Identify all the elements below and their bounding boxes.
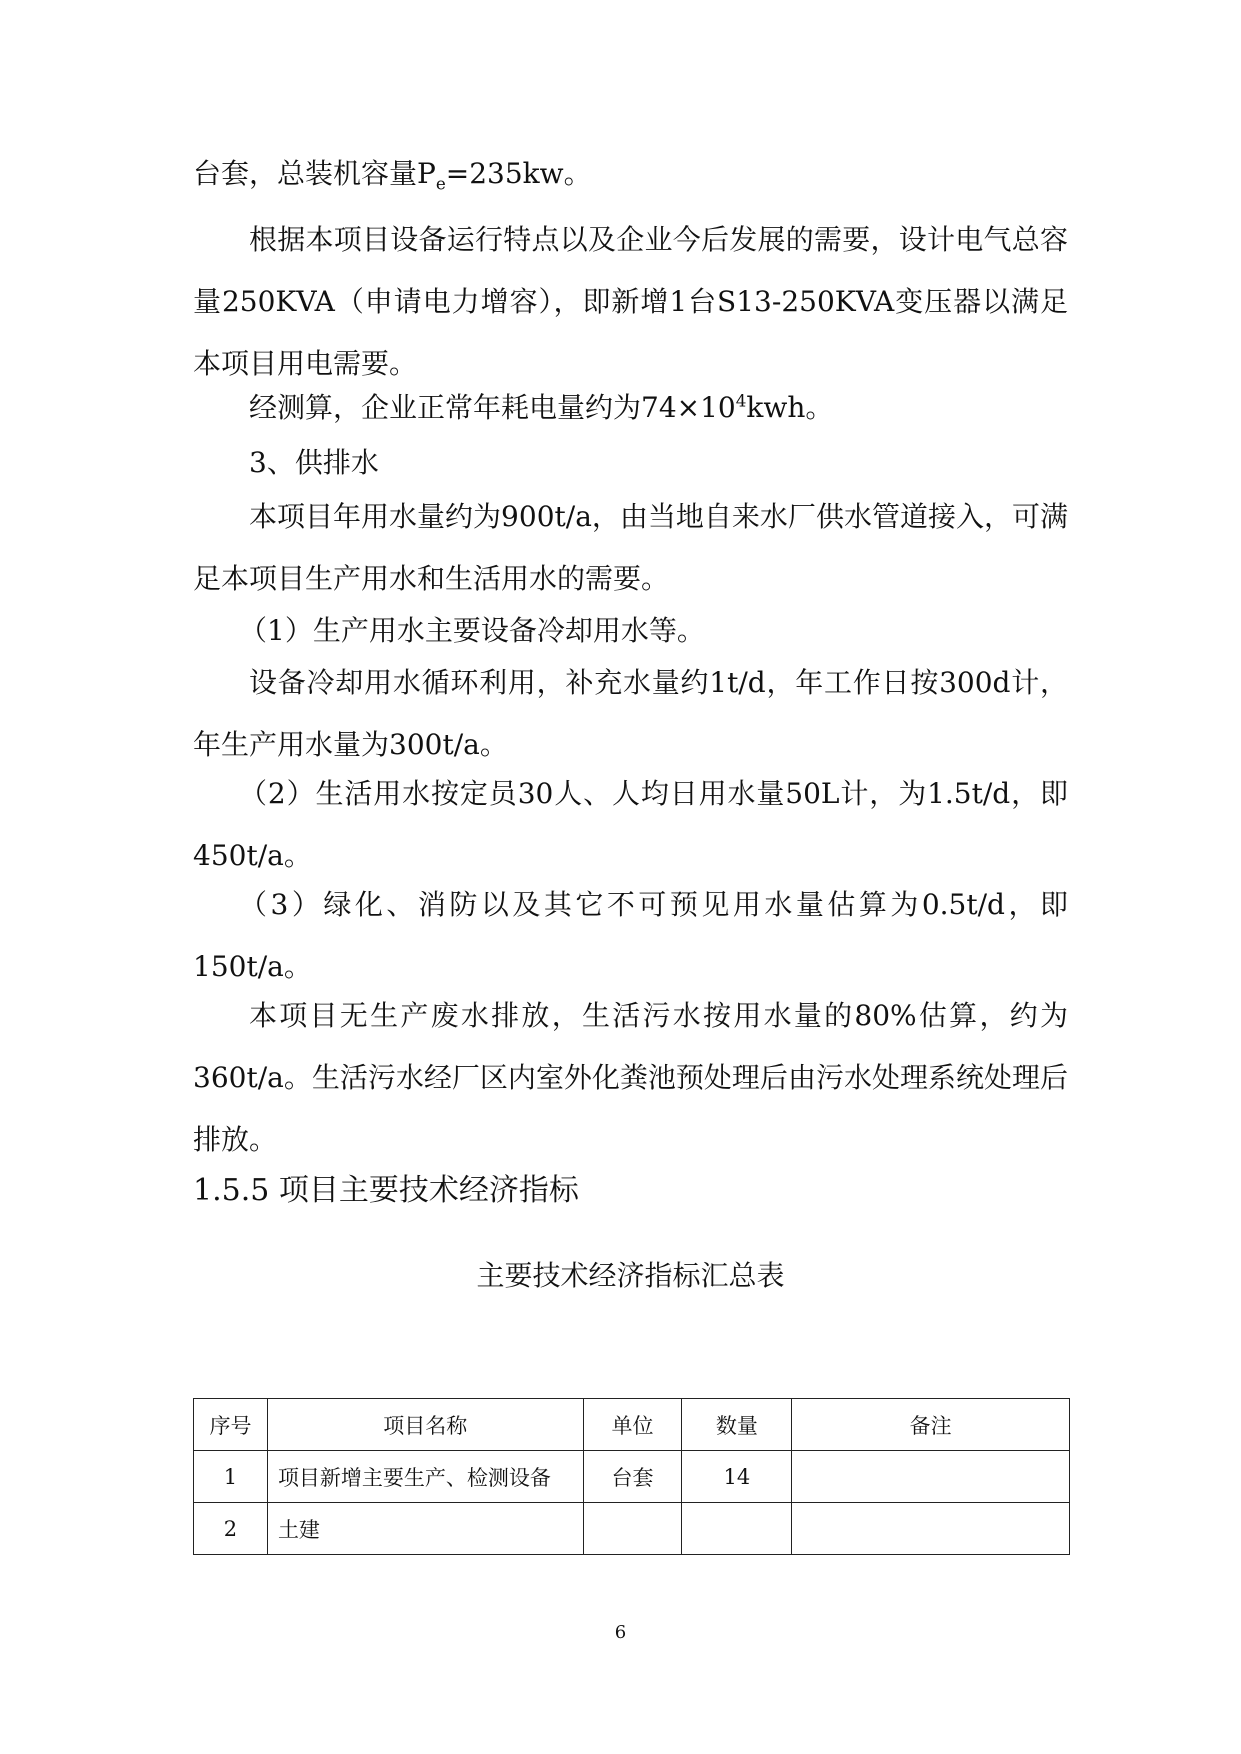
page-number: 6 — [614, 1622, 627, 1643]
table-header-row — [194, 1399, 1070, 1451]
table-row — [194, 1503, 1070, 1555]
paragraph-2: 根据本项目设备运行特点以及企业今后发展的需要，设计电气总容量250KVA（申请电力增容），即新增1台S13-250KVA变压器以满足本项目用电需要。 — [193, 223, 1068, 380]
header-remarks: 备注 — [792, 1399, 1070, 1451]
section-heading: 1.5.5 项目主要技术经济指标 — [193, 1173, 579, 1208]
header-index: 序号 — [194, 1399, 268, 1451]
cell-index: 2 — [194, 1503, 268, 1555]
paragraph-8: （2）生活用水按定员30人、人均日用水量50L计，为1.5t/d，即450t/a。 — [193, 777, 1068, 872]
paragraph-10: 本项目无生产废水排放，生活污水按用水量的80%估算，约为360t/a。生活污水经厂区内室外化粪池预处理后由污水处理系统处理后排放。 — [193, 999, 1068, 1156]
subsection-water-supply: 3、供排水 — [249, 446, 379, 479]
cell-item-name: 土建 — [267, 1503, 583, 1555]
cell-unit — [583, 1503, 682, 1555]
header-item-name: 项目名称 — [267, 1399, 583, 1451]
paragraph-6: （1）生产用水主要设备冷却用水等。 — [239, 614, 705, 647]
table-row — [194, 1451, 1070, 1503]
cell-quantity: 14 — [682, 1451, 792, 1503]
cell-unit: 台套 — [583, 1451, 682, 1503]
paragraph-1: 台套，总装机容量$P_e=235kw$。 — [193, 157, 592, 194]
cell-remarks — [792, 1503, 1070, 1555]
paragraph-3: 经测算，企业正常年耗电量约为$74\times 10^4kwh$。 — [249, 390, 834, 424]
summary-table — [193, 1398, 1070, 1555]
cell-item-name: 项目新增主要生产、检测设备 — [267, 1451, 583, 1503]
cell-quantity — [682, 1503, 792, 1555]
paragraph-5: 本项目年用水量约为900t/a，由当地自来水厂供水管道接入，可满足本项目生产用水和生活用水的需要。 — [193, 500, 1068, 595]
cell-index: 1 — [194, 1451, 268, 1503]
header-unit: 单位 — [583, 1399, 682, 1451]
cell-remarks — [792, 1451, 1070, 1503]
paragraph-9: （3）绿化、消防以及其它不可预见用水量估算为0.5t/d，即150t/a。 — [193, 888, 1068, 983]
header-quantity: 数量 — [682, 1399, 792, 1451]
paragraph-7: 设备冷却用水循环利用，补充水量约1t/d，年工作日按300d计，年生产用水量为300t/a。 — [193, 666, 1068, 761]
table-caption: 主要技术经济指标汇总表 — [476, 1259, 785, 1292]
